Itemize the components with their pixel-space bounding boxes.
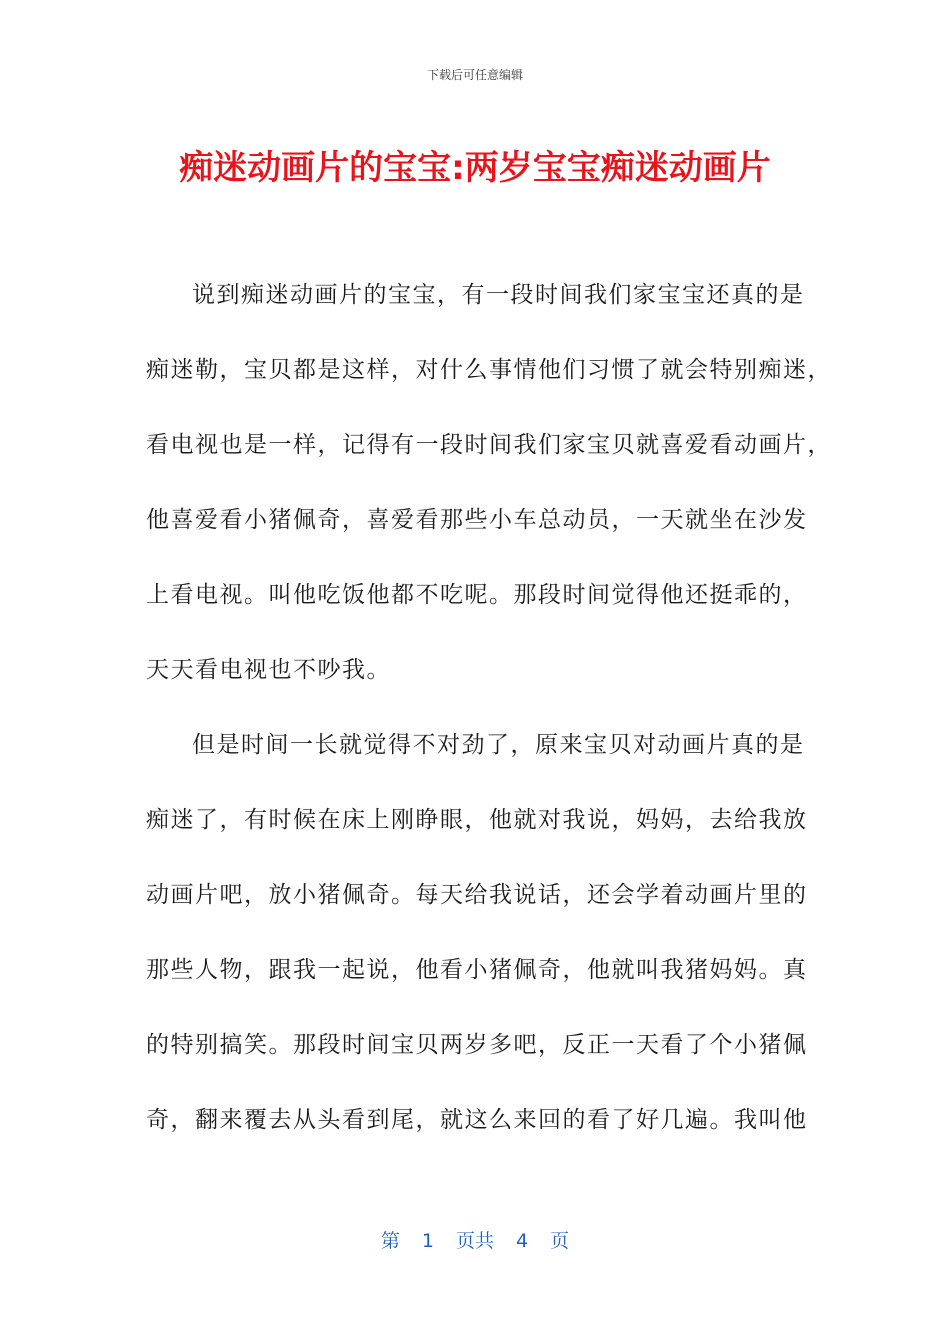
paragraph-1-line-3: 看电视也是一样，记得有一段时间我们家宝贝就喜爱看动画片，	[146, 432, 832, 458]
paragraph-2-line-2: 痴迷了，有时候在床上刚睁眼，他就对我说，妈妈，去给我放	[146, 807, 808, 833]
current-page-number: 1	[421, 1230, 434, 1252]
paragraph-1-line-5: 上看电视。叫他吃饭他都不吃呢。那段时间觉得他还挺乖的，	[146, 582, 808, 608]
paragraph-2-line-5: 的特别搞笑。那段时间宝贝两岁多吧，反正一天看了个小猪佩	[146, 1032, 808, 1058]
paragraph-1-line-6: 天天看电视也不吵我。	[146, 657, 391, 683]
footer-prefix: 第	[380, 1230, 400, 1252]
paragraph-2-line-1: 但是时间一长就觉得不对劲了，原来宝贝对动画片真的是	[192, 732, 805, 758]
document-title: 痴迷动画片的宝宝:两岁宝宝痴迷动画片	[179, 148, 771, 188]
header-note: 下载后可任意编辑	[426, 68, 523, 82]
page-footer	[0, 1226, 950, 1253]
paragraph-1-line-1: 说到痴迷动画片的宝宝，有一段时间我们家宝宝还真的是	[192, 282, 805, 308]
paragraph-2-line-4: 那些人物，跟我一起说，他看小猪佩奇，他就叫我猪妈妈。真	[146, 957, 808, 983]
total-pages-number: 4	[516, 1230, 529, 1252]
paragraph-2-line-3: 动画片吧，放小猪佩奇。每天给我说话，还会学着动画片里的	[146, 882, 808, 908]
document-body	[146, 258, 832, 1158]
paragraph-1-line-4: 他喜爱看小猪佩奇，喜爱看那些小车总动员，一天就坐在沙发	[146, 507, 808, 533]
footer-middle: 页共	[455, 1230, 494, 1252]
paragraph-1-line-2: 痴迷勒，宝贝都是这样，对什么事情他们习惯了就会特别痴迷，	[146, 357, 832, 383]
paragraph-2-line-6: 奇，翻来覆去从头看到尾，就这么来回的看了好几遍。我叫他	[146, 1107, 808, 1133]
footer-suffix: 页	[550, 1230, 570, 1252]
